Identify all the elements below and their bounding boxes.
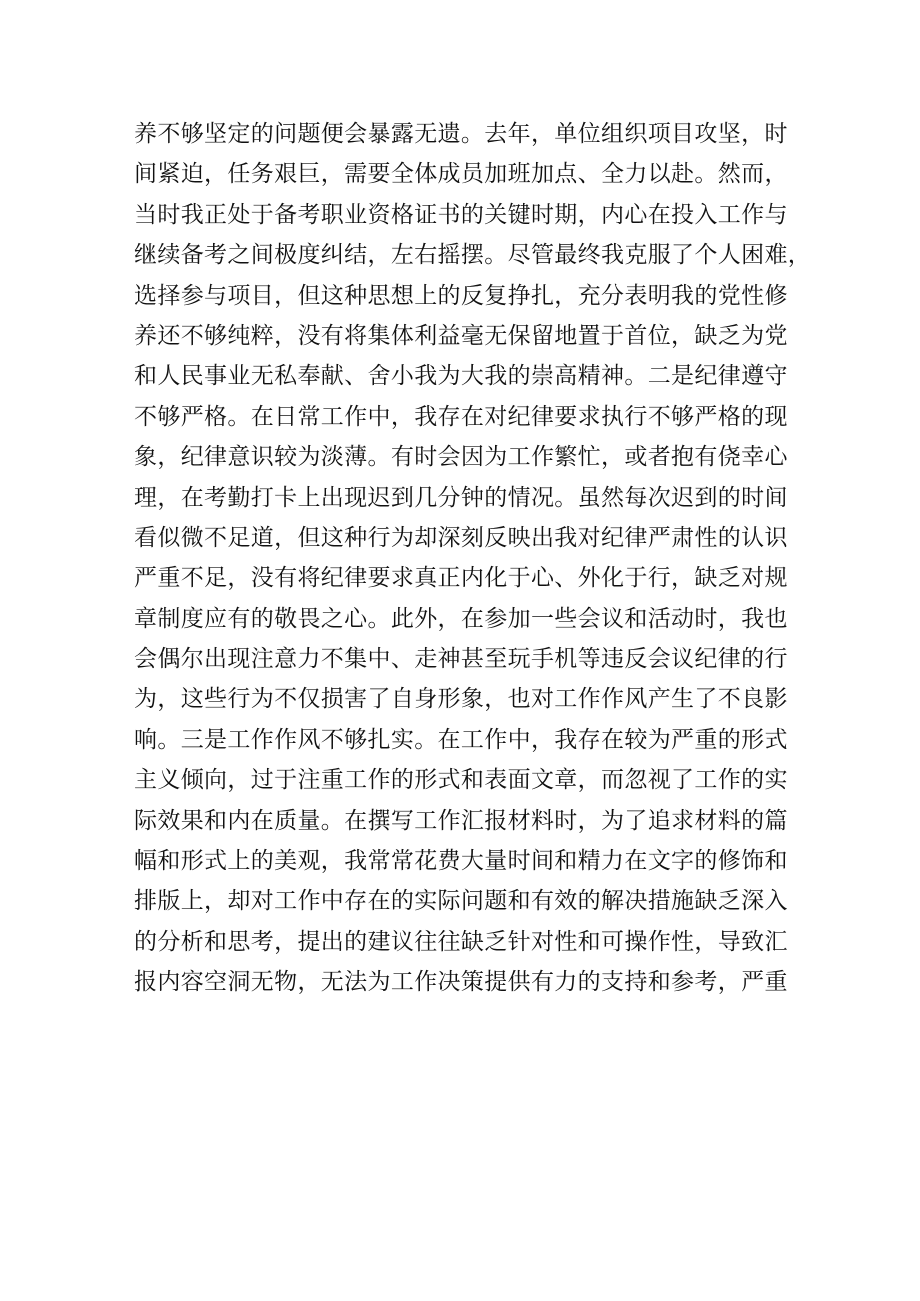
text-line: 会偶尔出现注意力不集中、走神甚至玩手机等违反会议纪律的行 xyxy=(134,646,788,673)
text-line: 排版上，却对工作中存在的实际问题和有效的解决措施缺乏深入 xyxy=(134,888,788,915)
text-line: 的分析和思考，提出的建议往往缺乏针对性和可操作性，导致汇 xyxy=(134,928,788,955)
body-text xyxy=(134,114,812,1003)
text-line: 幅和形式上的美观，我常常花费大量时间和精力在文字的修饰和 xyxy=(134,848,788,875)
text-line: 际效果和内在质量。在撰写工作汇报材料时，为了追求材料的篇 xyxy=(134,807,788,834)
text-line: 章制度应有的敬畏之心。此外，在参加一些会议和活动时，我也 xyxy=(134,605,788,632)
text-line: 看似微不足道，但这种行为却深刻反映出我对纪律严肃性的认识 xyxy=(134,524,788,551)
text-line: 响。三是工作作风不够扎实。在工作中，我存在较为严重的形式 xyxy=(134,726,788,753)
text-line: 继续备考之间极度纠结，左右摇摆。尽管最终我克服了个人困难， xyxy=(134,242,812,269)
text-line: 严重不足，没有将纪律要求真正内化于心、外化于行，缺乏对规 xyxy=(134,565,788,592)
text-line: 养不够坚定的问题便会暴露无遗。去年，单位组织项目攻坚，时 xyxy=(134,121,788,147)
text-line: 象，纪律意识较为淡薄。有时会因为工作繁忙，或者抱有侥幸心 xyxy=(134,444,788,471)
text-line: 养还不够纯粹，没有将集体利益毫无保留地置于首位，缺乏为党 xyxy=(134,322,788,349)
text-line: 理，在考勤打卡上出现迟到几分钟的情况。虽然每次迟到的时间 xyxy=(134,484,788,511)
text-line: 主义倾向，过于注重工作的形式和表面文章，而忽视了工作的实 xyxy=(134,767,788,794)
text-line: 选择参与项目，但这种思想上的反复挣扎，充分表明我的党性修 xyxy=(134,282,788,309)
text-line: 间紧迫，任务艰巨，需要全体成员加班加点、全力以赴。然而， xyxy=(134,161,788,188)
text-line: 报内容空洞无物，无法为工作决策提供有力的支持和参考，严重 xyxy=(134,969,788,996)
text-line: 当时我正处于备考职业资格证书的关键时期，内心在投入工作与 xyxy=(134,201,788,228)
text-line: 为，这些行为不仅损害了自身形象，也对工作作风产生了不良影 xyxy=(134,686,788,713)
text-line: 和人民事业无私奉献、舍小我为大我的崇高精神。二是纪律遵守 xyxy=(134,363,788,390)
text-line: 不够严格。在日常工作中，我存在对纪律要求执行不够严格的现 xyxy=(134,403,788,430)
